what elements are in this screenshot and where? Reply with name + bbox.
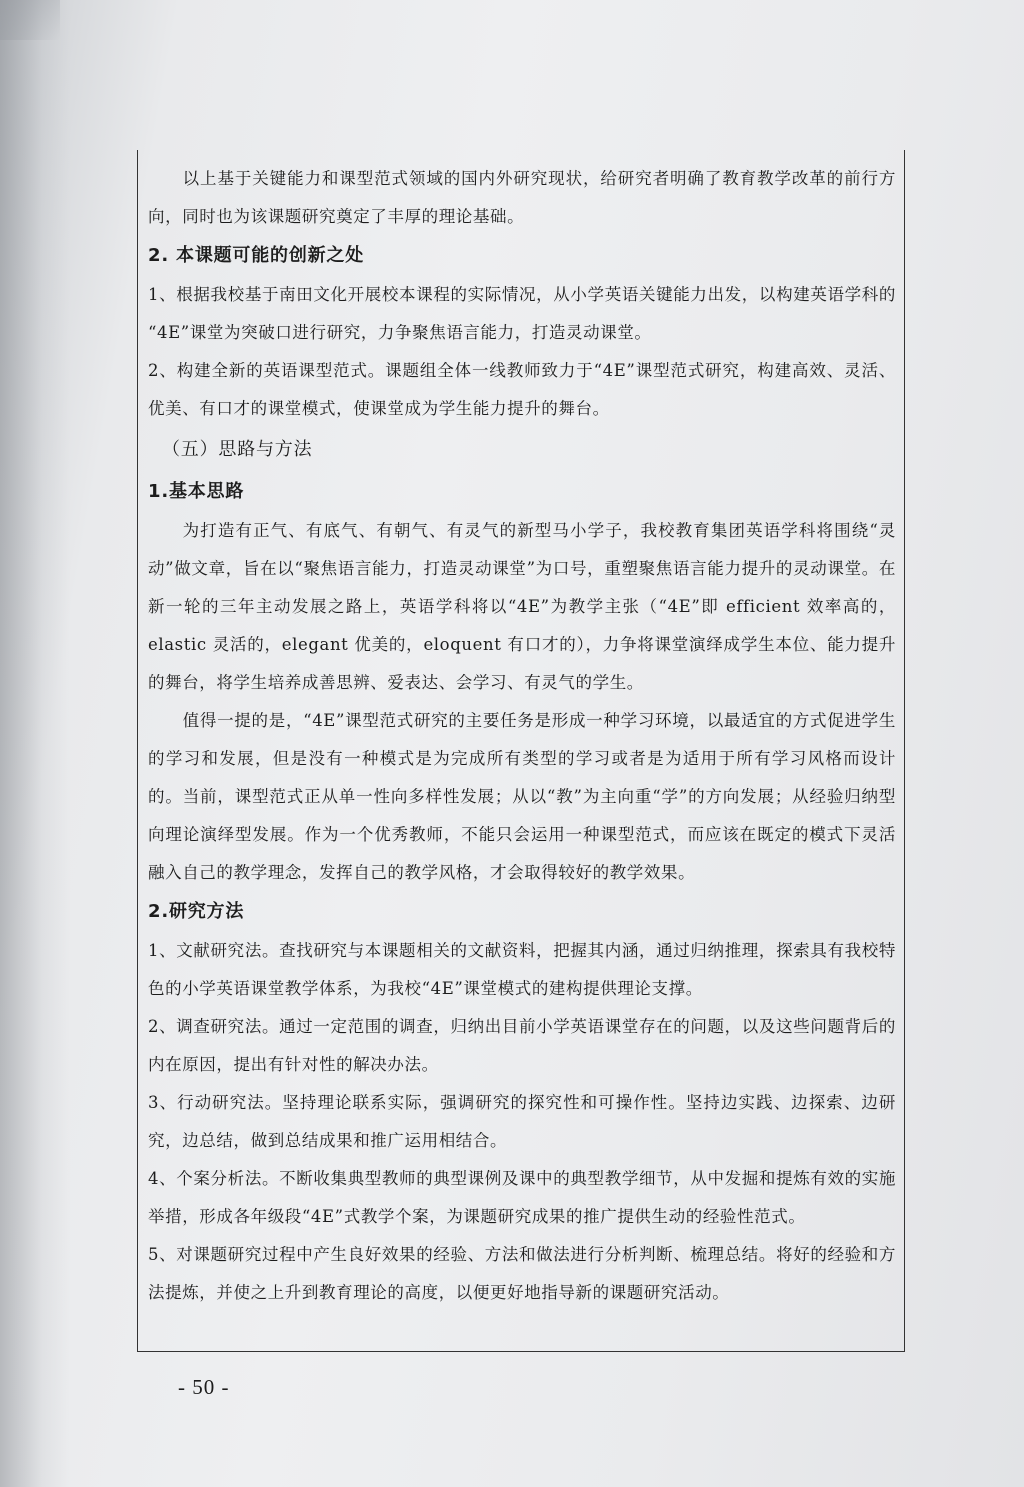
- method-item-1: 1、文献研究法。查找研究与本课题相关的文献资料，把握其内涵，通过归纳推理，探索具有我校特色的小学英语课堂教学体系，为我校“4E”课堂模式的建构提供理论支撑。: [148, 941, 896, 998]
- innovation-heading: 2. 本课题可能的创新之处: [148, 245, 365, 266]
- method-item-4: 4、个案分析法。不断收集典型教师的典型课例及课中的典型教学细节，从中发掘和提炼有效的实施举措，形成各年级段“4E”式教学个案，为课题研究成果的推广提供生动的经验性范式。: [148, 1169, 896, 1226]
- basic-approach-heading: 1.基本思路: [148, 481, 245, 502]
- section-five-title: （五）思路与方法: [162, 439, 313, 460]
- innovation-item-1: 1、根据我校基于南田文化开展校本课程的实际情况，从小学英语关键能力出发，以构建英语学科的 “4E”课堂为突破口进行研究，力争聚焦语言能力，打造灵动课堂。: [148, 285, 896, 342]
- basic-approach-paragraph-1: 为打造有正气、有底气、有朝气、有灵气的新型马小学子，我校教育集团英语学科将围绕“灵动”做文章，旨在以“聚焦语言能力，打造灵动课堂”为口号，重塑聚焦语言能力提升的灵动课堂。在新一轮的三年主动发展之路上，英语学科将以“4E”为教学主张（“4E”即 efficient 效率高的，elastic 灵活的，elegant 优美的，eloquent 有口才的），力争将课堂演绎成学生本位、能力提升的舞台，将学生培养成善思辨、爱表达、会学习、有灵气的学生。: [148, 521, 896, 692]
- document-frame: [137, 150, 905, 1352]
- method-item-5: 5、对课题研究过程中产生良好效果的经验、方法和做法进行分析判断、梳理总结。将好的经验和方法提炼，并使之上升到教育理论的高度，以便更好地指导新的课题研究活动。: [148, 1245, 896, 1302]
- intro-paragraph: 以上基于关键能力和课型范式领域的国内外研究现状，给研究者明确了教育教学改革的前行方向，同时也为该课题研究奠定了丰厚的理论基础。: [148, 169, 896, 226]
- method-item-3: 3、行动研究法。坚持理论联系实际，强调研究的探究性和可操作性。坚持边实践、边探索、边研究，边总结，做到总结成果和推广运用相结合。: [148, 1093, 896, 1150]
- page-edge-shadow: [0, 0, 70, 1487]
- page-number: - 50 -: [178, 1375, 230, 1399]
- page-corner-shadow: [0, 0, 60, 40]
- basic-approach-paragraph-2: 值得一提的是，“4E”课型范式研究的主要任务是形成一种学习环境，以最适宜的方式促进学生的学习和发展，但是没有一种模式是为完成所有类型的学习或者是为适用于所有学习风格而设计的。当前，课型范式正从单一性向多样性发展；从以“教”为主向重“学”的方向发展；从经验归纳型向理论演绎型发展。作为一个优秀教师，不能只会运用一种课型范式，而应该在既定的模式下灵活融入自己的教学理念，发挥自己的教学风格，才会取得较好的教学效果。: [148, 711, 896, 882]
- innovation-item-2: 2、构建全新的英语课型范式。课题组全体一线教师致力于“4E”课型范式研究，构建高效、灵活、优美、有口才的课堂模式，使课堂成为学生能力提升的舞台。: [148, 361, 896, 418]
- research-methods-heading: 2.研究方法: [148, 901, 245, 922]
- method-item-2: 2、调查研究法。通过一定范围的调查，归纳出目前小学英语课堂存在的问题，以及这些问题背后的内在原因，提出有针对性的解决办法。: [148, 1017, 896, 1074]
